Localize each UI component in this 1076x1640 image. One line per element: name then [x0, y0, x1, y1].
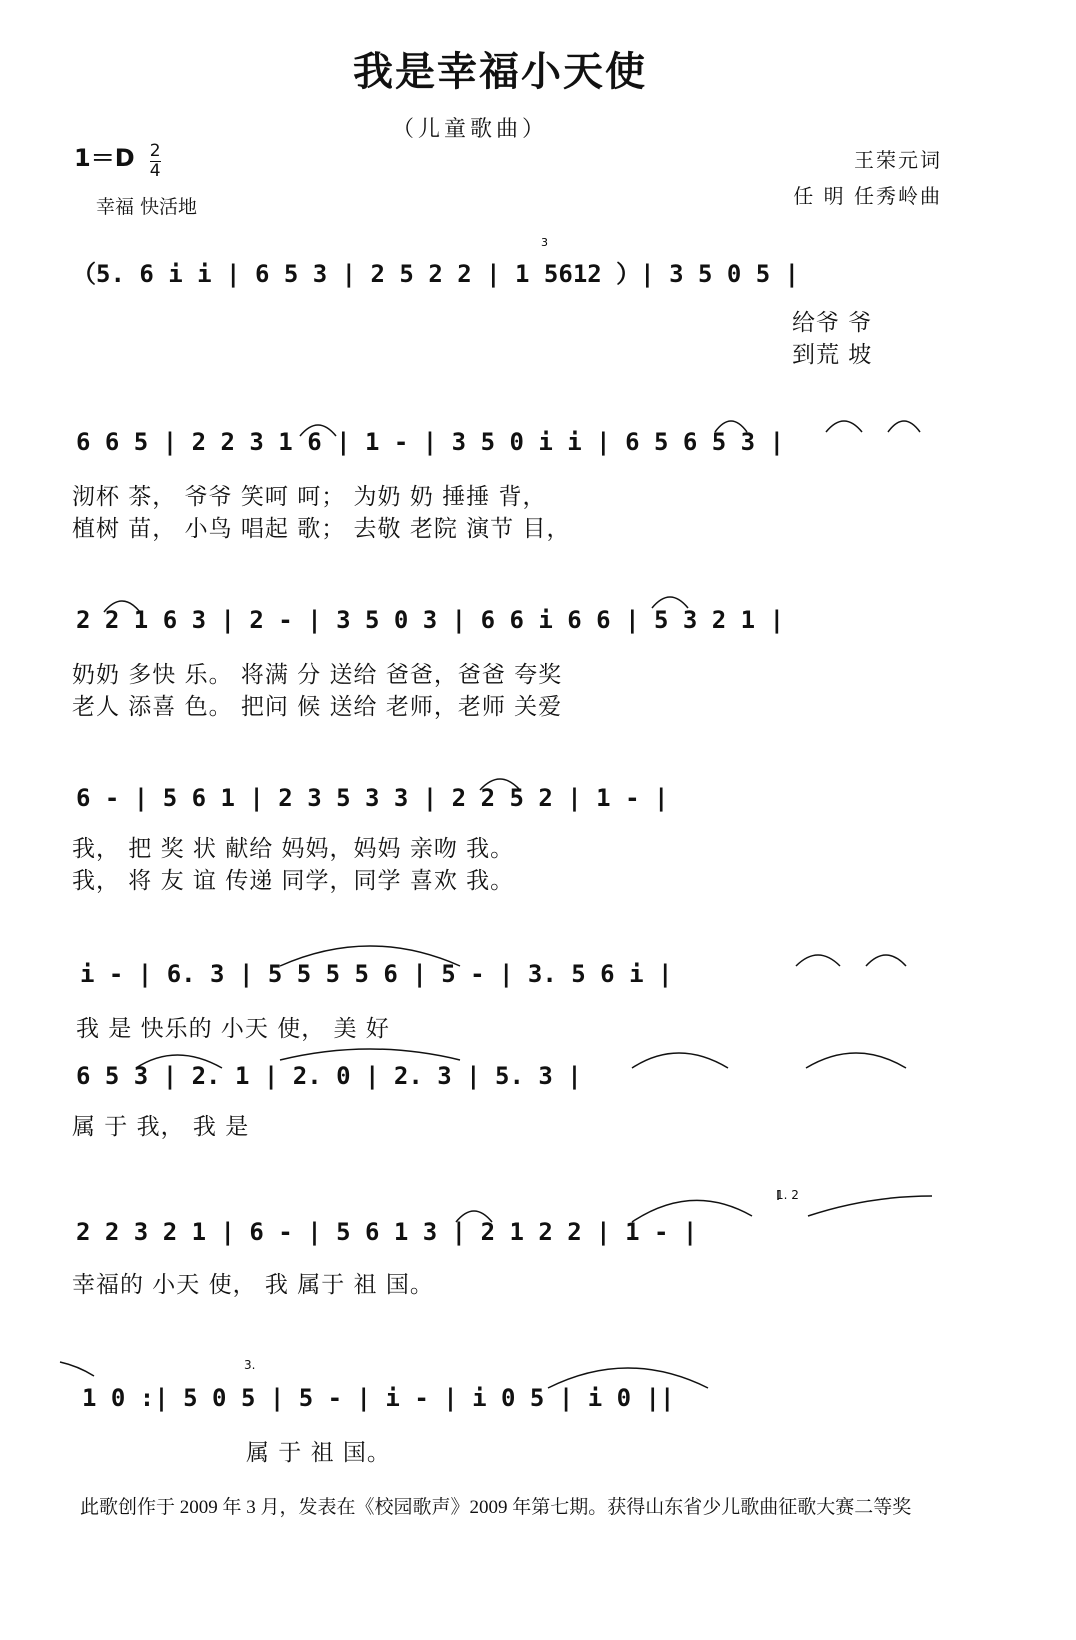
grace-note-mark: 3	[541, 236, 548, 249]
song-title: 我是幸福小天使	[353, 49, 647, 95]
time-numerator: 2	[149, 141, 161, 162]
slur-mark	[796, 955, 840, 966]
slur-mark	[808, 1196, 932, 1216]
lyric-line: 我， 把 奖 状 献给 妈妈，妈妈 亲吻 我。	[72, 836, 515, 862]
song-subtitle: （儿童歌曲）	[391, 117, 548, 142]
lyricist-credit: 王荣元词	[854, 148, 942, 172]
slur-mark	[888, 421, 920, 432]
lyric-line: 我 是 快乐的 小天 使， 美 好	[76, 1016, 390, 1042]
lyric-line: 幸福的 小天 使， 我 属于 祖 国。	[72, 1272, 434, 1298]
slur-mark	[60, 1362, 94, 1376]
lyric-line: 沏杯 茶， 爷爷 笑呵 呵； 为奶 奶 捶捶 背，	[72, 484, 547, 510]
slur-mark	[632, 1053, 728, 1068]
lyric-line: 奶奶 多快 乐。 将满 分 送给 爸爸，爸爸 夸奖	[72, 662, 563, 688]
slur-mark	[280, 946, 460, 966]
slur-mark	[652, 597, 688, 608]
notation-line: 6 5 3 | 2. 1 | 2. 0 | 2. 3 | 5. 3 |	[76, 1062, 582, 1090]
slur-mark	[826, 421, 862, 432]
slur-mark	[300, 425, 336, 436]
lyric-line: 属 于 祖 国。	[246, 1440, 391, 1466]
notation-line: 1 0 :| 5 0 5 | 5 - | i - | i 0 5 | i 0 ||	[82, 1384, 675, 1412]
volta-1-2-label: 1. 2	[776, 1188, 799, 1202]
tempo-marking: 幸福 快活地	[96, 196, 198, 218]
notation-line: （5. 6 i i | 6 5 3 | 2 5 2 2 | 1 5612 ）| 3 5 0 5 |	[72, 260, 800, 288]
composer-credit: 任 明 任秀岭曲	[793, 184, 942, 208]
slur-mark	[632, 1200, 752, 1222]
lyric-line: 给爷 爷	[792, 310, 873, 336]
slur-mark	[715, 421, 747, 432]
slur-mark	[456, 1211, 492, 1222]
slur-mark	[806, 1053, 906, 1068]
notation-line: i - | 6. 3 | 5 5 5 5 6 | 5 - | 3. 5 6 i |	[80, 960, 673, 988]
notation-line: 2 2 3 2 1 | 6 - | 5 6 1 3 | 2 1 2 2 | 1 - |	[76, 1218, 698, 1246]
slur-mark	[480, 779, 520, 790]
slur-mark	[866, 955, 906, 966]
notation-line: 6 - | 5 6 1 | 2 3 5 3 3 | 2 2 5 2 | 1 - |	[76, 784, 669, 812]
slur-mark	[548, 1368, 708, 1388]
lyric-line: 植树 苗， 小鸟 唱起 歌； 去敬 老院 演节 目，	[72, 516, 571, 542]
notation-line: 2 2 1 6 3 | 2 - | 3 5 0 3 | 6 6 i 6 6 | 5 3 2 1 |	[76, 606, 785, 634]
footnote: 此歌创作于 2009 年 3 月，发表在《校园歌声》2009 年第七期。获得山东省少儿歌曲征歌大赛二等奖	[80, 1497, 912, 1518]
time-denominator: 4	[149, 161, 161, 181]
lyric-line: 属 于 我， 我 是	[72, 1114, 250, 1140]
volta-3-label: 3.	[244, 1358, 256, 1372]
lyric-line: 到荒 坡	[792, 342, 873, 368]
slur-mark	[136, 1055, 222, 1068]
lyric-line: 老人 添喜 色。 把问 候 送给 老师，老师 关爱	[72, 694, 563, 720]
slur-mark	[280, 1049, 460, 1060]
notation-line: 6 6 5 | 2 2 3 1 6 | 1 - | 3 5 0 i i | 6 5 6 5 3 |	[76, 428, 785, 456]
key-label: 1＝D	[74, 144, 135, 172]
slur-mark	[104, 601, 140, 612]
lyric-line: 我， 将 友 谊 传递 同学，同学 喜欢 我。	[72, 868, 515, 894]
